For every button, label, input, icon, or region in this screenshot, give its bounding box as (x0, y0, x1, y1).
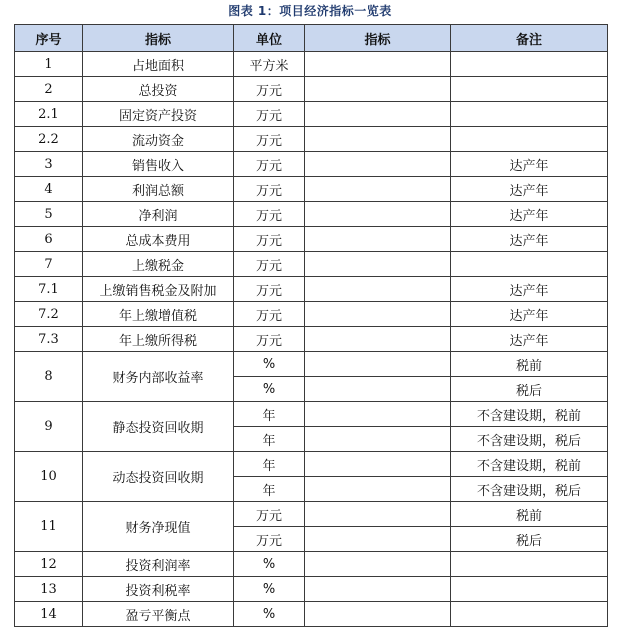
row-value-cell (305, 602, 451, 627)
row-seq: 1 (15, 52, 83, 77)
row-seq: 2.2 (15, 127, 83, 152)
table-row (15, 227, 608, 252)
row-seq: 12 (15, 552, 83, 577)
row-seq: 8 (15, 352, 83, 402)
row-seq: 6 (15, 227, 83, 252)
row-remark: 达产年 (451, 177, 608, 202)
row-remark: 达产年 (451, 227, 608, 252)
row-seq: 5 (15, 202, 83, 227)
row-seq: 4 (15, 177, 83, 202)
row-remark (451, 102, 608, 127)
row-unit: 年 (234, 402, 305, 427)
row-value-cell (305, 177, 451, 202)
row-indicator-name: 总投资 (83, 77, 234, 102)
table-row (15, 302, 608, 327)
row-remark (451, 77, 608, 102)
table-row (15, 402, 608, 427)
row-seq: 11 (15, 502, 83, 552)
row-value-cell (305, 252, 451, 277)
row-indicator-name: 流动资金 (83, 127, 234, 152)
row-unit: 万元 (234, 77, 305, 102)
table-caption: 图表 1：项目经济指标一览表 (228, 4, 392, 18)
row-value-cell (305, 327, 451, 352)
row-remark (451, 602, 608, 627)
row-value-cell (305, 527, 451, 552)
row-remark: 税前 (451, 352, 608, 377)
header-unit: 单位 (234, 25, 305, 52)
row-seq: 2 (15, 77, 83, 102)
row-remark: 达产年 (451, 277, 608, 302)
row-seq: 2.1 (15, 102, 83, 127)
row-value-cell (305, 302, 451, 327)
row-unit: 万元 (234, 102, 305, 127)
row-value-cell (305, 127, 451, 152)
table-row (15, 177, 608, 202)
row-indicator-name: 投资利润率 (83, 552, 234, 577)
table-row (15, 602, 608, 627)
header-remark: 备注 (451, 25, 608, 52)
row-remark: 不含建设期，税前 (451, 452, 608, 477)
row-unit: 年 (234, 477, 305, 502)
row-value-cell (305, 427, 451, 452)
table-row (15, 277, 608, 302)
row-value-cell (305, 52, 451, 77)
table-row (15, 452, 608, 477)
row-seq: 7.3 (15, 327, 83, 352)
row-value-cell (305, 502, 451, 527)
row-indicator-name: 上缴税金 (83, 252, 234, 277)
table-row (15, 202, 608, 227)
row-seq: 3 (15, 152, 83, 177)
row-seq: 14 (15, 602, 83, 627)
row-indicator-name: 占地面积 (83, 52, 234, 77)
row-remark: 税后 (451, 527, 608, 552)
row-indicator-name: 总成本费用 (83, 227, 234, 252)
row-remark: 不含建设期，税前 (451, 402, 608, 427)
row-unit: % (234, 577, 305, 602)
row-value-cell (305, 352, 451, 377)
row-indicator-name: 盈亏平衡点 (83, 602, 234, 627)
row-value-cell (305, 102, 451, 127)
row-indicator-name: 财务净现值 (83, 502, 234, 552)
row-unit: 万元 (234, 152, 305, 177)
row-indicator-name: 投资利税率 (83, 577, 234, 602)
row-unit: 万元 (234, 227, 305, 252)
row-indicator-name: 年上缴所得税 (83, 327, 234, 352)
row-value-cell (305, 452, 451, 477)
table-row (15, 152, 608, 177)
row-indicator-name: 销售收入 (83, 152, 234, 177)
row-indicator-name: 静态投资回收期 (83, 402, 234, 452)
row-unit: 万元 (234, 527, 305, 552)
row-remark (451, 577, 608, 602)
table-row (15, 577, 608, 602)
economic-indicator-table (14, 24, 608, 627)
row-indicator-name: 动态投资回收期 (83, 452, 234, 502)
table-row (15, 52, 608, 77)
row-value-cell (305, 227, 451, 252)
table-body (15, 52, 608, 627)
table-row (15, 252, 608, 277)
row-remark: 达产年 (451, 327, 608, 352)
row-unit: 万元 (234, 277, 305, 302)
row-indicator-name: 年上缴增值税 (83, 302, 234, 327)
row-seq: 7.1 (15, 277, 83, 302)
row-remark: 达产年 (451, 202, 608, 227)
row-unit: 平方米 (234, 52, 305, 77)
row-indicator-name: 上缴销售税金及附加 (83, 277, 234, 302)
row-seq: 9 (15, 402, 83, 452)
row-unit: 年 (234, 427, 305, 452)
row-remark (451, 52, 608, 77)
table-row (15, 552, 608, 577)
row-indicator-name: 利润总额 (83, 177, 234, 202)
row-seq: 7 (15, 252, 83, 277)
row-unit: 万元 (234, 302, 305, 327)
row-value-cell (305, 477, 451, 502)
row-remark: 达产年 (451, 302, 608, 327)
row-seq: 10 (15, 452, 83, 502)
table-row (15, 127, 608, 152)
row-indicator-name: 固定资产投资 (83, 102, 234, 127)
row-unit: 年 (234, 452, 305, 477)
row-unit: 万元 (234, 252, 305, 277)
row-remark (451, 252, 608, 277)
row-unit: % (234, 552, 305, 577)
table-row (15, 327, 608, 352)
row-seq: 7.2 (15, 302, 83, 327)
row-unit: 万元 (234, 127, 305, 152)
row-value-cell (305, 202, 451, 227)
row-unit: 万元 (234, 502, 305, 527)
row-indicator-name: 净利润 (83, 202, 234, 227)
row-unit: % (234, 602, 305, 627)
table-row (15, 502, 608, 527)
row-indicator-name: 财务内部收益率 (83, 352, 234, 402)
header-row (15, 25, 608, 52)
row-seq: 13 (15, 577, 83, 602)
row-remark: 不含建设期，税后 (451, 427, 608, 452)
row-remark: 不含建设期，税后 (451, 477, 608, 502)
row-remark (451, 552, 608, 577)
table-row (15, 77, 608, 102)
row-value-cell (305, 577, 451, 602)
row-value-cell (305, 377, 451, 402)
header-value: 指标 (305, 25, 451, 52)
table-row (15, 352, 608, 377)
row-value-cell (305, 552, 451, 577)
row-value-cell (305, 402, 451, 427)
row-unit: % (234, 352, 305, 377)
table-row (15, 102, 608, 127)
row-value-cell (305, 152, 451, 177)
header-indicator: 指标 (83, 25, 234, 52)
row-remark: 税后 (451, 377, 608, 402)
row-unit: % (234, 377, 305, 402)
row-unit: 万元 (234, 327, 305, 352)
row-value-cell (305, 77, 451, 102)
row-remark: 达产年 (451, 152, 608, 177)
row-value-cell (305, 277, 451, 302)
row-unit: 万元 (234, 202, 305, 227)
row-unit: 万元 (234, 177, 305, 202)
row-remark: 税前 (451, 502, 608, 527)
header-seq: 序号 (15, 25, 83, 52)
row-remark (451, 127, 608, 152)
